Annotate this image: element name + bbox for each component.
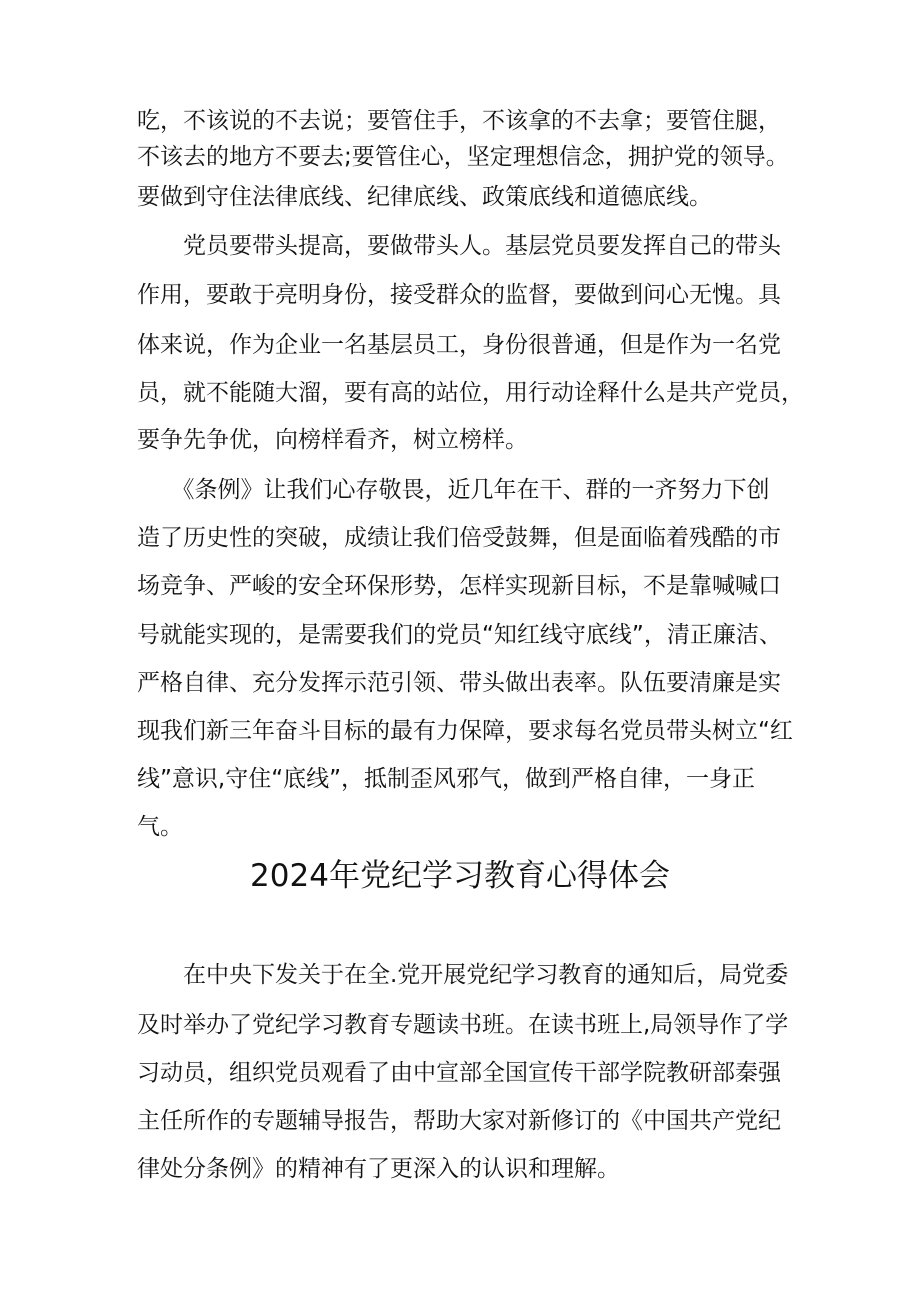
body-text-line: 党员要带头提高，要做带头人。基层党员要发挥自己的带头 (137, 233, 781, 259)
body-text-line: 号就能实现的，是需要我们的党员“知红线守底线”，清正廉洁、 (137, 622, 782, 648)
body-text-line: 造了历史性的突破，成绩让我们倍受鼓舞，但是面临着残酷的市 (137, 525, 781, 551)
body-text-line: 作用，要敢于亮明身份，接受群众的监督，要做到问心无愧。具 (137, 282, 781, 308)
body-text-line: 在中央下发关于在全.党开展党纪学习教育的通知后，局党委 (137, 962, 789, 988)
body-text-line: 要做到守住法律底线、纪律底线、政策底线和道德底线。 (137, 184, 712, 210)
body-text-line: 及时举办了党纪学习教育专题读书班。在读书班上,局领导作了学 (137, 1012, 789, 1038)
body-text-line: 《条例》让我们心存敬畏，近几年在干、群的一齐努力下创 (137, 477, 770, 503)
body-text-line: 气。 (137, 814, 183, 840)
body-text-line: 体来说，作为企业一名基层员工，身份很普通，但是作为一名党 (137, 332, 781, 358)
body-text-line: 要争先争优，向榜样看齐，树立榜样。 (137, 427, 528, 453)
document-title: 2024年党纪学习教育心得体会 (250, 858, 670, 894)
body-text-line: 现我们新三年奋斗目标的最有力保障，要求每名党员带头树立“红 (137, 718, 793, 744)
body-text-line: 律处分条例》的精神有了更深入的认识和理解。 (137, 1156, 620, 1182)
body-text-line: 主任所作的专题辅导报告，帮助大家对新修订的《中国共产党纪 (137, 1108, 781, 1134)
body-text-line: 习动员，组织党员观看了由中宣部全国宣传干部学院教研部秦强 (137, 1060, 781, 1086)
body-text-line: 员，就不能随大溜，要有高的站位，用行动诠释什么是共产党员， (137, 380, 804, 406)
body-text-line: 吃，不该说的不去说；要管住手，不该拿的不去拿；要管住腿， (137, 108, 781, 134)
body-text-line: 严格自律、充分发挥示范引领、带头做出表率。队伍要清廉是实 (137, 670, 781, 696)
body-text-line: 不该去的地方不要去;要管住心，坚定理想信念，拥护党的领导。 (137, 144, 789, 170)
body-text-line: 线”意识,守住“底线”，抵制歪风邪气，做到严格自律，一身正 (137, 766, 756, 792)
body-text-line: 场竞争、严峻的安全环保形势，怎样实现新目标，不是靠喊喊口 (137, 573, 781, 599)
